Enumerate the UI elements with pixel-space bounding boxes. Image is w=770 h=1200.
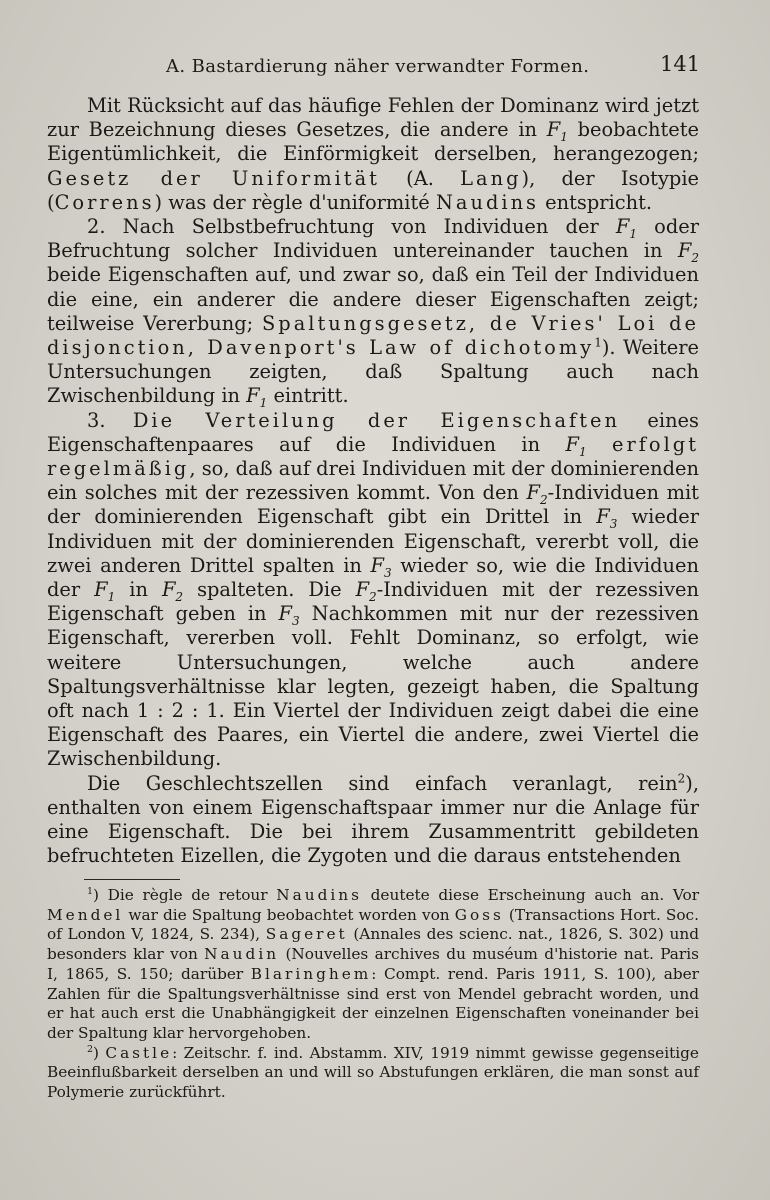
footnote-marker-2: 2 xyxy=(87,1043,94,1055)
page-header xyxy=(0,48,770,84)
symbol-f2: $F_2$ xyxy=(526,481,548,508)
page-number: 141 xyxy=(660,52,701,76)
footnote-ref-2[interactable]: 2 xyxy=(677,771,686,786)
term-regular: erfolgt regelmäßig xyxy=(47,432,699,481)
body-text xyxy=(47,94,699,869)
symbol-f1: $F_1$ xyxy=(94,578,116,604)
footnotes xyxy=(47,886,699,1103)
symbol-f1: $F_1$ xyxy=(246,384,268,411)
footnote-1: $^1$) Die règle de retour Naudins deutete diese Erscheinung auch an. Vor Mendel war die Spaltung beobachtet worden von Goss (Transactions Hort. Soc. of London V, 1824, S. 234), Sageret (Annales des scienc. nat., 1826, S. 302) und besonders klar von Naudin (Nouvelles archives du muséum d'historie nat. Paris I, 1865, S. 150; darüber Blaringhem: Compt. rend. Paris 1911, S. 100), aber Zahlen für die Spaltungsverhältnisse sind erst von Mendel gebracht worden, und er hat auch erst die Unabhängigkeit der einzelnen Eigenschaften voneinander bei der Spaltung klar hervorgehoben. xyxy=(47,885,700,1042)
paragraph-1: Mit Rücksicht auf das häufige Fehlen der Dominanz wird jetzt zur Bezeichnung dieses Gesetzes, die andere in $F_1$ beobachtete Eigentümlichkeit, die Einförmigkeit derselben, herangezogen; Gesetz der Uniformität (A. Lang), der Isotypie (Correns) was der règle d'uniformité Naudins entspricht. xyxy=(47,94,699,214)
term-uniformity-law: Gesetz der Uniformität xyxy=(47,166,380,190)
symbol-f3: $F_3$ xyxy=(370,553,392,580)
paragraph-2: 2. Nach Selbstbefruchtung von Individuen der $F_1$ oder Befruchtung solcher Individuen untereinander tauchen in $F_2$ beide Eigenschaften auf, und zwar so, daß ein Teil der Individuen die eine, ein anderer die andere dieser Eigenschaften zeigt; teilweise Vererbung; Spaltungsgesetz, de Vries' Loi de disjonction, Davenport's Law of dichotomy$^1$). Weitere Untersuchungen zeigten, daß Spaltung auch nach Zwischenbildung in $F_1$ eintritt. xyxy=(47,215,699,411)
symbol-f2: $F_2$ xyxy=(355,578,377,604)
symbol-f2: $F_2$ xyxy=(677,239,699,266)
running-head: A. Bastardierung näher verwandter Formen. xyxy=(166,56,590,77)
footnote-ref-1[interactable]: 1 xyxy=(594,335,602,350)
paragraph-3: 3. Die Verteilung der Eigenschaften eines Eigenschaftenpaares auf die Individuen in $F_1$ erfolgt regelmäßig, so, daß auf drei Individuen mit der dominierenden ein solches mit der rezessiven kommt. Von den $F_2$-Individuen mit der dominierenden Eigenschaft gibt ein Drittel in $F_3$ wieder Individuen mit der dominierenden Eigenschaft, vererbt voll, die zwei anderen Drittel spalten in $F_3$ wieder so, wie die Individuen der $F_1$ in $F_2$ spalteten. Die $F_2$-Individuen mit der rezessiven Eigenschaft geben in $F_3$ Nachkommen mit nur der rezessiven Eigenschaft, vererben voll. Fehlt Dominanz, so erfolgt, wie weitere Untersuchungen, welche auch andere Spaltungsverhältnisse klar legten, gezeigt haben, die Spaltung oft nach 1 : 2 : 1. Ein Viertel der Individuen zeigt dabei die eine Eigenschaft des Paares, ein Viertel die andere, zwei Viertel die Zwischenbildung. xyxy=(47,408,699,771)
symbol-f1: $F_1$ xyxy=(565,432,587,459)
footnote-divider xyxy=(84,879,180,880)
term-segregation-law: Spaltungsgesetz, de Vries' Loi de disjonction, Davenport's Law of dichotomy xyxy=(47,311,699,360)
symbol-f2: $F_2$ xyxy=(161,578,184,604)
symbol-f3: $F_3$ xyxy=(278,602,300,629)
footnote-marker-1: 1 xyxy=(87,885,94,897)
symbol-f3: $F_3$ xyxy=(596,505,618,532)
symbol-f1: $F_1$ xyxy=(546,118,568,145)
footnote-2: $^2$) Castle: Zeitschr. f. ind. Abstamm. XIV, 1919 nimmt gewisse gegenseitige Beeinflußbarkeit derselben an und will so Abstufungen erklären, die man sonst auf Polymerie zurückführt. xyxy=(47,1043,699,1102)
paragraph-4: Die Geschlechtszellen sind einfach veranlagt, rein$^2$), enthalten von einem Eigenschaftspaar immer nur die Anlage für eine Eigenschaft. Die bei ihrem Zusammentritt gebildeten befruchteten Eizellen, die Zygoten und die daraus entstehenden xyxy=(47,771,699,868)
term-distribution: Die Verteilung der Eigenschaften xyxy=(132,408,620,432)
symbol-f1: $F_1$ xyxy=(615,215,637,241)
